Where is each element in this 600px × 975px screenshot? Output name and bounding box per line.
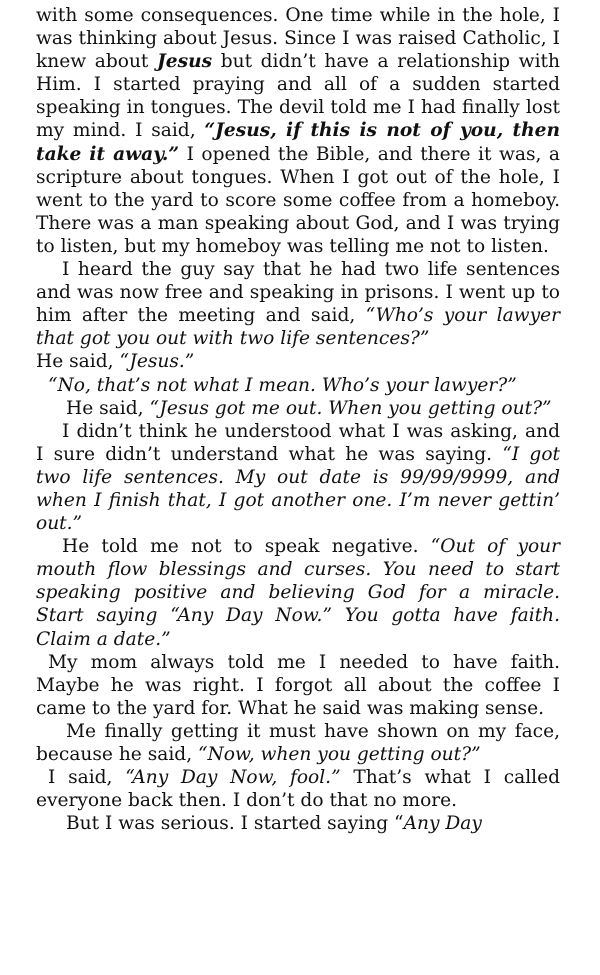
quote-italic: “Jesus.”	[119, 351, 195, 373]
text-run: He said,	[66, 397, 150, 419]
paragraph	[36, 420, 560, 535]
text-run: He told me not to speak negative.	[62, 536, 431, 558]
text-run: He said,	[36, 351, 120, 373]
paragraph	[36, 651, 560, 720]
quote-italic: “No, that’s not what I mean. Who’s your lawyer?”	[48, 374, 517, 396]
text-run: I didn’t think he understood what I was asking, and I sure didn’t understand what he was saying.	[36, 420, 560, 465]
quote-italic: “Jesus got me out. When you getting out?”	[149, 397, 552, 419]
text-run: I opened the Bible, and there it was, a scripture about tongues. When I got out of the hole, I went to the yard to score some coffee from a homeboy. There was a man speaking about God, and I was trying to listen, but my homeboy was telling me not to listen.	[36, 143, 561, 257]
text-run: Me finally getting it must have shown on my face, because he said,	[36, 720, 560, 765]
paragraph	[36, 720, 560, 766]
paragraph	[36, 374, 560, 397]
quote-italic: “Who’s your lawyer that got you out with two life sentences?”	[36, 305, 560, 350]
text-run: I heard the guy say that he had two life sentences and was now free and speaking in prisons. I went up to him after the meeting and said,	[36, 259, 560, 327]
quote-bold-italic: “Jesus, if this is not of you, then take it away.”	[36, 120, 560, 165]
quote-italic: “Now, when you getting out?”	[198, 744, 481, 765]
paragraph	[36, 350, 560, 373]
text-run: I said,	[48, 767, 126, 789]
emphasis-bold-italic: Jesus	[157, 51, 213, 73]
quote-italic: “Out of your mouth flow blessings and curses. You need to start speaking positive and believing God for a miracle. Start saying “Any Day Now.” You gotta have faith. Claim a date.”	[36, 536, 561, 650]
quote-italic: “Any Day Now, fool.”	[125, 767, 341, 789]
quote-italic: Any Day	[403, 813, 482, 835]
paragraph	[36, 258, 560, 350]
paragraph	[36, 766, 560, 812]
book-page	[36, 4, 560, 835]
paragraph	[36, 535, 560, 650]
paragraph	[36, 812, 560, 835]
paragraph	[36, 397, 560, 420]
paragraph	[36, 4, 560, 258]
text-run: with some consequences. One time while in the hole, I was thinking about Jesus. Since I was raised Catholic, I knew about	[36, 5, 560, 73]
text-run: My mom always told me I needed to have faith. Maybe he was right. I forgot all about the coffee I came to the yard for. What he said was making sense.	[36, 651, 560, 719]
text-run: But I was serious. I started saying “	[66, 813, 404, 835]
text-run: but didn’t have a relationship with Him. I started praying and all of a sudden started speaking in tongues. The devil told me I had finally lost my mind. I said,	[36, 51, 560, 142]
text-run: That’s what I called everyone back then. I don’t do that no more.	[36, 767, 560, 812]
quote-italic: “I got two life sentences. My out date is 99/99/9999, and when I finish that, I got another one. I’m never gettin’ out.”	[36, 443, 560, 535]
